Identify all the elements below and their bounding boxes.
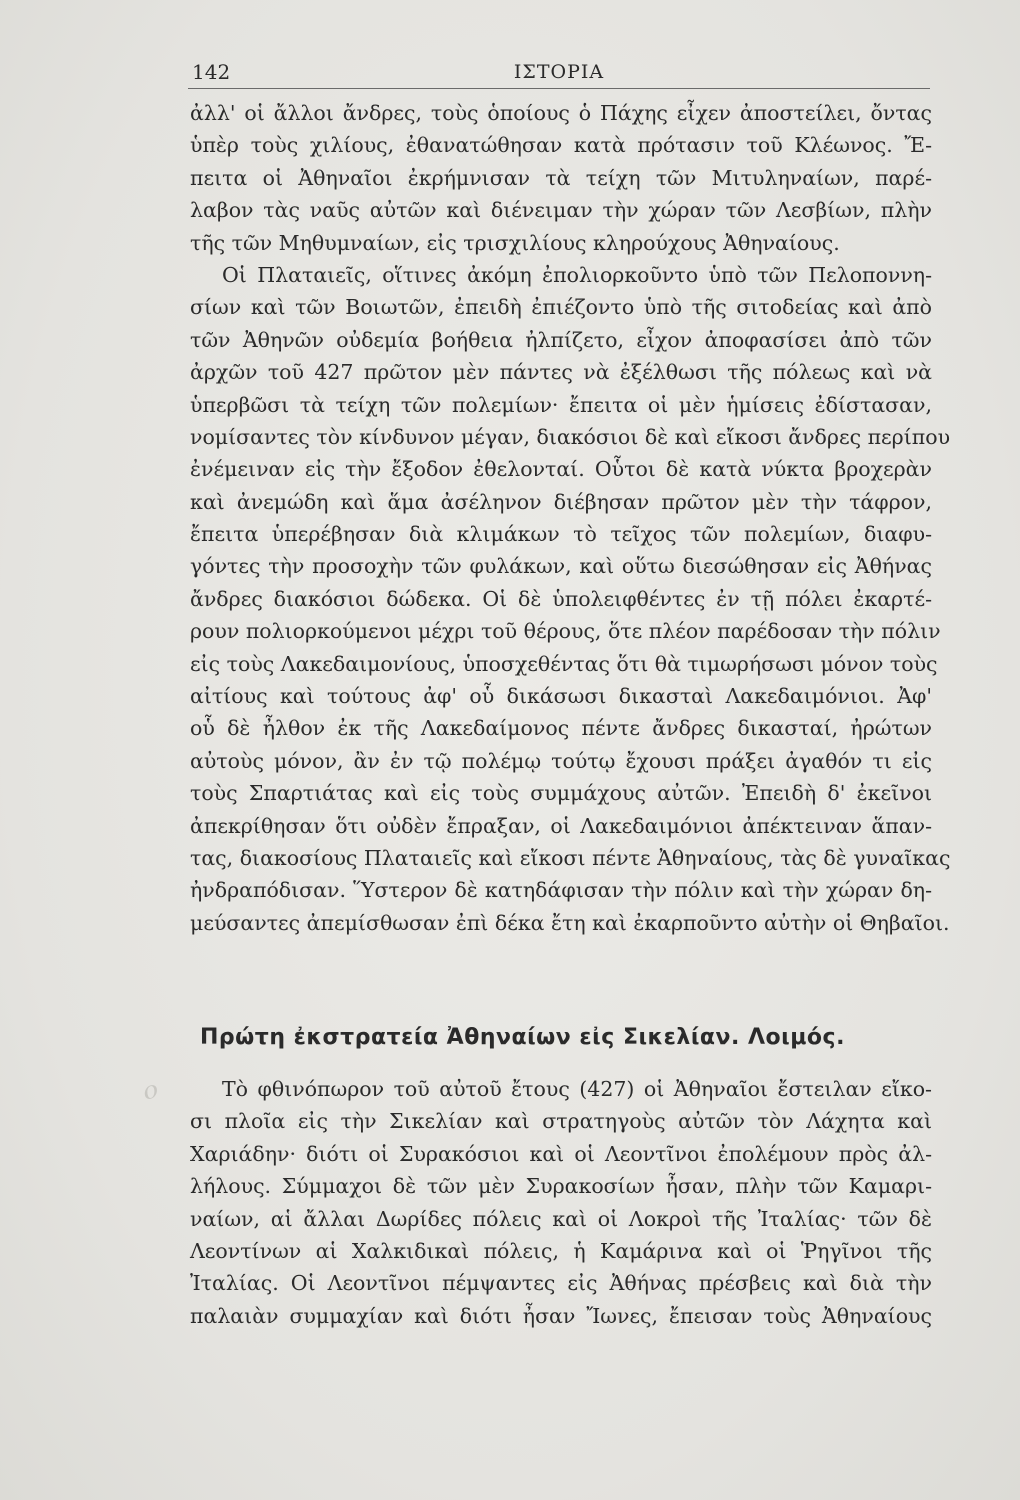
text-line: αὐτοὺς μόνον, ἂν ἐν τῷ πολέμῳ τούτῳ ἔχουσι πράξει ἀγαθόν τι εἰς [190,748,932,773]
text-line: αἰτίους καὶ τούτους ἀφ' οὗ δικάσωσι δικασταὶ Λακεδαιμόνιοι. Ἀφ' [190,684,932,709]
text-line: Οἱ Πλαταιεῖς, οἵτινες ἀκόμη ἐπολιορκοῦντο ὑπὸ τῶν Πελοποννη- [222,262,932,287]
text-line: τῶν Ἀθηνῶν οὐδεμία βοήθεια ἠλπίζετο, εἶχον ἀποφασίσει ἀπὸ τῶν [190,327,932,352]
text-line: ἀπεκρίθησαν ὅτι οὐδὲν ἔπραξαν, οἱ Λακεδαιμόνιοι ἀπέκτειναν ἅπαν- [190,813,932,838]
text-line: ὑπὲρ τοὺς χιλίους, ἐθανατώθησαν κατὰ πρότασιν τοῦ Κλέωνος. Ἔ- [190,133,932,158]
text-line: μεύσαντες ἀπεμίσθωσαν ἐπὶ δέκα ἔτη καὶ ἐκαρποῦντο αὐτὴν οἱ Θηβαῖοι. [190,910,950,935]
text-line: εἰς τοὺς Λακεδαιμονίους, ὑποσχεθέντας ὅτι θὰ τιμωρήσωσι μόνον τοὺς [190,651,938,676]
text-line: ἀρχῶν τοῦ 427 πρῶτον μὲν πάντες νὰ ἐξέλθωσι τῆς πόλεως καὶ νὰ [190,360,932,385]
text-line: ἔπειτα ὑπερέβησαν διὰ κλιμάκων τὸ τεῖχος τῶν πολεμίων, διαφυ- [190,522,932,547]
body-text-bottom [190,1073,932,1332]
header-rule [188,88,930,89]
text-line: λήλους. Σύμμαχοι δὲ τῶν μὲν Συρακοσίων ἦσαν, πλὴν τῶν Καμαρι- [190,1174,932,1199]
text-line: σίων καὶ τῶν Βοιωτῶν, ἐπειδὴ ἐπιέζοντο ὑπὸ τῆς σιτοδείας καὶ ἀπὸ [190,295,932,320]
text-line: ναίων, αἱ ἄλλαι Δωρίδες πόλεις καὶ οἱ Λοκροὶ τῆς Ἰταλίας· τῶν δὲ [190,1206,932,1231]
text-line: ρουν πολιορκούμενοι μέχρι τοῦ θέρους, ὅτε πλέον παρέδοσαν τὴν πόλιν [190,619,941,644]
page-header [188,58,930,92]
text-line: ἐνέμειναν εἰς τὴν ἔξοδον ἐθελονταί. Οὗτοι δὲ κατὰ νύκτα βροχερὰν [190,457,932,482]
text-line: ἄνδρες διακόσιοι δώδεκα. Οἱ δὲ ὑπολειφθέντες ἐν τῇ πόλει ἐκαρτέ- [190,586,932,611]
text-line: Τὸ φθινόπωρον τοῦ αὐτοῦ ἔτους (427) οἱ Ἀθηναῖοι ἔστειλαν εἴκο- [222,1077,932,1101]
text-line: λαβον τὰς ναῦς αὐτῶν καὶ διένειμαν τὴν χώραν τῶν Λεσβίων, πλὴν [190,198,932,223]
text-line: ὑπερβῶσι τὰ τείχη τῶν πολεμίων· ἔπειτα οἱ μὲν ἡμίσεις ἐδίστασαν, [190,392,932,417]
text-line: τῆς τῶν Μηθυμναίων, εἰς τρισχιλίους κληρούχους Ἀθηναίους. [190,230,840,255]
text-line: Χαριάδην· διότι οἱ Συρακόσιοι καὶ οἱ Λεοντῖνοι ἐπολέμουν πρὸς ἀλ- [190,1141,932,1166]
text-line: καὶ ἀνεμώδη καὶ ἅμα ἀσέληνον διέβησαν πρῶτον μὲν τὴν τάφρον, [190,489,932,514]
text-line: οὗ δὲ ἦλθον ἐκ τῆς Λακεδαίμονος πέντε ἄνδρες δικασταί, ἠρώτων [190,716,932,741]
text-line: ἀλλ' οἱ ἄλλοι ἄνδρες, τοὺς ὁποίους ὁ Πάχης εἶχεν ἀποστείλει, ὄντας [190,101,932,125]
text-line: τας, διακοσίους Πλαταιεῖς καὶ εἴκοσι πέντε Ἀθηναίους, τὰς δὲ γυναῖκας [190,845,951,870]
text-line: Λεοντίνων αἱ Χαλκιδικαὶ πόλεις, ἡ Καμάρινα καὶ οἱ Ῥηγῖνοι τῆς [190,1238,932,1263]
text-line: Ἰταλίας. Οἱ Λεοντῖνοι πέμψαντες εἰς Ἀθήνας πρέσβεις καὶ διὰ τὴν [190,1271,932,1296]
body-text-top [190,97,951,939]
text-line: σι πλοῖα εἰς τὴν Σικελίαν καὶ στρατηγοὺς αὐτῶν τὸν Λάχητα καὶ [190,1109,932,1134]
running-head: ΙΣΤΟΡΙΑ [513,61,605,83]
text-line: παλαιὰν συμμαχίαν καὶ διότι ἦσαν Ἴωνες, ἔπεισαν τοὺς Ἀθηναίους [190,1303,932,1328]
text-line: νομίσαντες τὸν κίνδυνον μέγαν, διακόσιοι δὲ καὶ εἴκοσι ἄνδρες περίπου [190,424,951,449]
pencil-mark-icon: ⲟ [138,1071,159,1107]
page-number: 142 [192,60,231,84]
text-line: τοὺς Σπαρτιάτας καὶ εἰς τοὺς συμμάχους αὐτῶν. Ἐπειδὴ δ' ἐκεῖνοι [190,781,932,806]
text-line: πειτα οἱ Ἀθηναῖοι ἐκρήμνισαν τὰ τείχη τῶν Μιτυληναίων, παρέ- [190,165,932,190]
text-line: ἠνδραπόδισαν. Ὕστερον δὲ κατηδάφισαν τὴν πόλιν καὶ τὴν χώραν δη- [190,878,932,903]
text-line: γόντες τὴν προσοχὴν τῶν φυλάκων, καὶ οὕτω διεσώθησαν εἰς Ἀθήνας [190,554,932,579]
section-heading: Πρώτη ἐκστρατεία Ἀθηναίων εἰς Σικελίαν. Λοιμός. [200,1025,845,1050]
